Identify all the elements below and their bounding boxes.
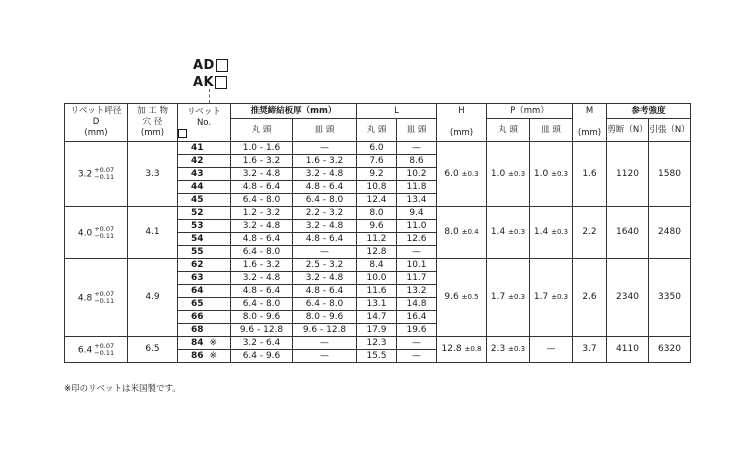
cell-length-round: 10.0 [357,272,397,285]
model-code-label: AD [193,58,215,73]
cell-p-countersunk: 1.0 ±0.3 [530,142,573,207]
cell-grip-round: 3.2 - 6.4 [231,337,293,350]
cell-grip-round: 3.2 - 4.8 [231,220,293,233]
cell-length-round: 12.3 [357,337,397,350]
diameter-tolerance: +0.07 −0.11 [94,341,115,357]
diameter-tolerance: +0.07 −0.11 [94,166,115,181]
cell-length-countersunk: 11.0 [397,220,437,233]
cell-grip-round: 1.6 - 3.2 [231,155,293,168]
cell-grip-countersunk: 2.2 - 3.2 [293,207,357,220]
cell-grip-round: 4.8 - 6.4 [231,233,293,246]
cell-shear-strength: 4110 [607,337,649,363]
cell-tensile-strength: 1580 [649,142,691,207]
header-p-countersunk: 皿 頭 [530,119,573,142]
cell-shear-strength: 2340 [607,259,649,337]
cell-m: 2.6 [573,259,607,337]
cell-hole-diameter: 6.5 [128,337,178,363]
cell-head-height: 8.0 ±0.4 [437,207,487,259]
cell-length-countersunk: 8.6 [397,155,437,168]
model-code-block [193,57,228,91]
cell-rivet-no: 54 [178,233,231,246]
header-diameter: リベット呼径 D (mm) [65,104,128,142]
rivet-spec-table [64,103,691,363]
cell-length-countersunk: 14.8 [397,298,437,311]
cell-grip-countersunk: 4.8 - 6.4 [293,233,357,246]
table-row [65,337,691,350]
cell-rivet-no: 45 [178,194,231,207]
cell-grip-round: 1.2 - 3.2 [231,207,293,220]
header-length-countersunk: 皿 頭 [397,119,437,142]
diameter-value: 4.8 [77,293,93,303]
cell-rivet-no: 43 [178,168,231,181]
header-rivet-no: リベット No. [178,104,231,142]
cell-grip-countersunk: — [293,337,357,350]
cell-rivet-no: 68 [178,324,231,337]
cell-length-round: 13.1 [357,298,397,311]
header-tensile: 引張（N） [649,119,691,142]
model-code-label: AK [193,75,215,90]
cell-rivet-no: 52 [178,207,231,220]
header-grip-range: 推奨締結板厚（mm） [231,104,357,119]
cell-grip-round: 9.6 - 12.8 [231,324,293,337]
cell-hole-diameter: 4.1 [128,207,178,259]
cell-p-round: 1.7 ±0.3 [487,259,530,337]
cell-length-countersunk: 19.6 [397,324,437,337]
cell-length-countersunk: 13.4 [397,194,437,207]
cell-length-round: 11.6 [357,285,397,298]
cell-shear-strength: 1120 [607,142,649,207]
cell-grip-countersunk: 4.8 - 6.4 [293,181,357,194]
cell-length-countersunk: 10.2 [397,168,437,181]
cell-grip-countersunk: 4.8 - 6.4 [293,285,357,298]
cell-grip-countersunk: 3.2 - 4.8 [293,272,357,285]
cell-grip-round: 3.2 - 4.8 [231,168,293,181]
diameter-tolerance: +0.07 −0.11 [94,289,115,305]
header-head-height: H (mm) [437,104,487,142]
cell-length-countersunk: — [397,246,437,259]
diameter-value: 4.0 [77,228,93,238]
cell-hole-diameter: 4.9 [128,259,178,337]
cell-rivet-no: 53 [178,220,231,233]
cell-grip-countersunk: — [293,142,357,155]
cell-rivet-no: 55 [178,246,231,259]
cell-head-height: 9.6 ±0.5 [437,259,487,337]
cell-grip-countersunk: 6.4 - 8.0 [293,194,357,207]
cell-p-countersunk: — [530,337,573,363]
cell-grip-round: 1.6 - 3.2 [231,259,293,272]
cell-head-height: 12.8 ±0.8 [437,337,487,363]
header-length: L [357,104,437,119]
cell-rivet-no: 84 ※ [178,337,231,350]
cell-length-countersunk: 12.6 [397,233,437,246]
cell-length-countersunk: — [397,142,437,155]
us-made-mark: ※ [209,337,218,348]
cell-length-round: 17.9 [357,324,397,337]
cell-grip-round: 6.4 - 8.0 [231,298,293,311]
cell-head-height: 6.0 ±0.3 [437,142,487,207]
cell-length-countersunk: 16.4 [397,311,437,324]
cell-hole-diameter: 3.3 [128,142,178,207]
cell-rivet-no: 63 [178,272,231,285]
cell-diameter [65,207,128,259]
header-grip-countersunk: 皿 頭 [293,119,357,142]
model-code-connector-line [209,89,210,103]
table-row [65,259,691,272]
cell-tensile-strength: 3350 [649,259,691,337]
cell-rivet-no: 41 [178,142,231,155]
header-length-round: 丸 頭 [357,119,397,142]
cell-length-round: 8.0 [357,207,397,220]
cell-length-round: 14.7 [357,311,397,324]
model-code-placeholder-box [216,59,228,72]
cell-grip-countersunk: 9.6 - 12.8 [293,324,357,337]
cell-grip-countersunk: 2.5 - 3.2 [293,259,357,272]
cell-grip-countersunk: 3.2 - 4.8 [293,220,357,233]
cell-m: 2.2 [573,207,607,259]
cell-length-round: 9.6 [357,220,397,233]
cell-p-round: 2.3 ±0.3 [487,337,530,363]
cell-tensile-strength: 6320 [649,337,691,363]
cell-grip-countersunk: — [293,350,357,363]
cell-grip-round: 4.8 - 6.4 [231,285,293,298]
cell-rivet-no: 64 [178,285,231,298]
cell-grip-round: 8.0 - 9.6 [231,311,293,324]
diameter-value: 3.2 [77,169,93,180]
us-made-mark: ※ [209,350,218,361]
cell-length-countersunk: 10.1 [397,259,437,272]
header-p-round: 丸 頭 [487,119,530,142]
cell-rivet-no: 62 [178,259,231,272]
diameter-value: 6.4 [77,345,93,355]
table-row [65,142,691,155]
cell-grip-countersunk: 1.6 - 3.2 [293,155,357,168]
cell-grip-countersunk: 6.4 - 8.0 [293,298,357,311]
table-body [65,142,691,363]
cell-rivet-no: 86 ※ [178,350,231,363]
cell-grip-round: 4.8 - 6.4 [231,181,293,194]
rivet-no-placeholder-box [178,129,187,138]
cell-length-round: 10.8 [357,181,397,194]
cell-grip-round: 6.4 - 8.0 [231,246,293,259]
cell-length-round: 6.0 [357,142,397,155]
diameter-tolerance: +0.07 −0.11 [94,224,115,240]
cell-diameter [65,142,128,207]
cell-length-countersunk: — [397,337,437,350]
model-code-ak [193,74,228,91]
cell-p-countersunk: 1.7 ±0.3 [530,259,573,337]
cell-m: 3.7 [573,337,607,363]
table-header [65,104,691,142]
cell-shear-strength: 1640 [607,207,649,259]
cell-rivet-no: 44 [178,181,231,194]
cell-rivet-no: 66 [178,311,231,324]
cell-length-countersunk: 11.7 [397,272,437,285]
cell-length-round: 12.4 [357,194,397,207]
cell-length-round: 7.6 [357,155,397,168]
cell-m: 1.6 [573,142,607,207]
header-grip-round: 丸 頭 [231,119,293,142]
cell-grip-round: 6.4 - 9.6 [231,350,293,363]
table-row [65,207,691,220]
footnote: ※印のリベットは米国製です。 [64,384,181,394]
cell-grip-round: 3.2 - 4.8 [231,272,293,285]
header-p: P（mm） [487,104,573,119]
cell-grip-countersunk: 8.0 - 9.6 [293,311,357,324]
cell-length-round: 15.5 [357,350,397,363]
cell-p-countersunk: 1.4 ±0.3 [530,207,573,259]
cell-grip-round: 6.4 - 8.0 [231,194,293,207]
cell-diameter [65,337,128,363]
header-reference-strength: 参考強度 [607,104,691,119]
cell-length-round: 9.2 [357,168,397,181]
cell-rivet-no: 42 [178,155,231,168]
model-code-ad [193,57,228,74]
cell-p-round: 1.0 ±0.3 [487,142,530,207]
cell-length-countersunk: 11.8 [397,181,437,194]
cell-length-countersunk: 9.4 [397,207,437,220]
cell-length-countersunk: 13.2 [397,285,437,298]
header-shear: 剪断（N） [607,119,649,142]
cell-grip-round: 1.0 - 1.6 [231,142,293,155]
cell-p-round: 1.4 ±0.3 [487,207,530,259]
cell-diameter [65,259,128,337]
cell-length-countersunk: — [397,350,437,363]
header-hole-diameter: 加 工 物 穴 径 (mm) [128,104,178,142]
cell-tensile-strength: 2480 [649,207,691,259]
cell-rivet-no: 65 [178,298,231,311]
cell-length-round: 12.8 [357,246,397,259]
cell-grip-countersunk: — [293,246,357,259]
cell-length-round: 11.2 [357,233,397,246]
cell-grip-countersunk: 3.2 - 4.8 [293,168,357,181]
header-m: M (mm) [573,104,607,142]
model-code-placeholder-box [215,76,227,89]
cell-length-round: 8.4 [357,259,397,272]
